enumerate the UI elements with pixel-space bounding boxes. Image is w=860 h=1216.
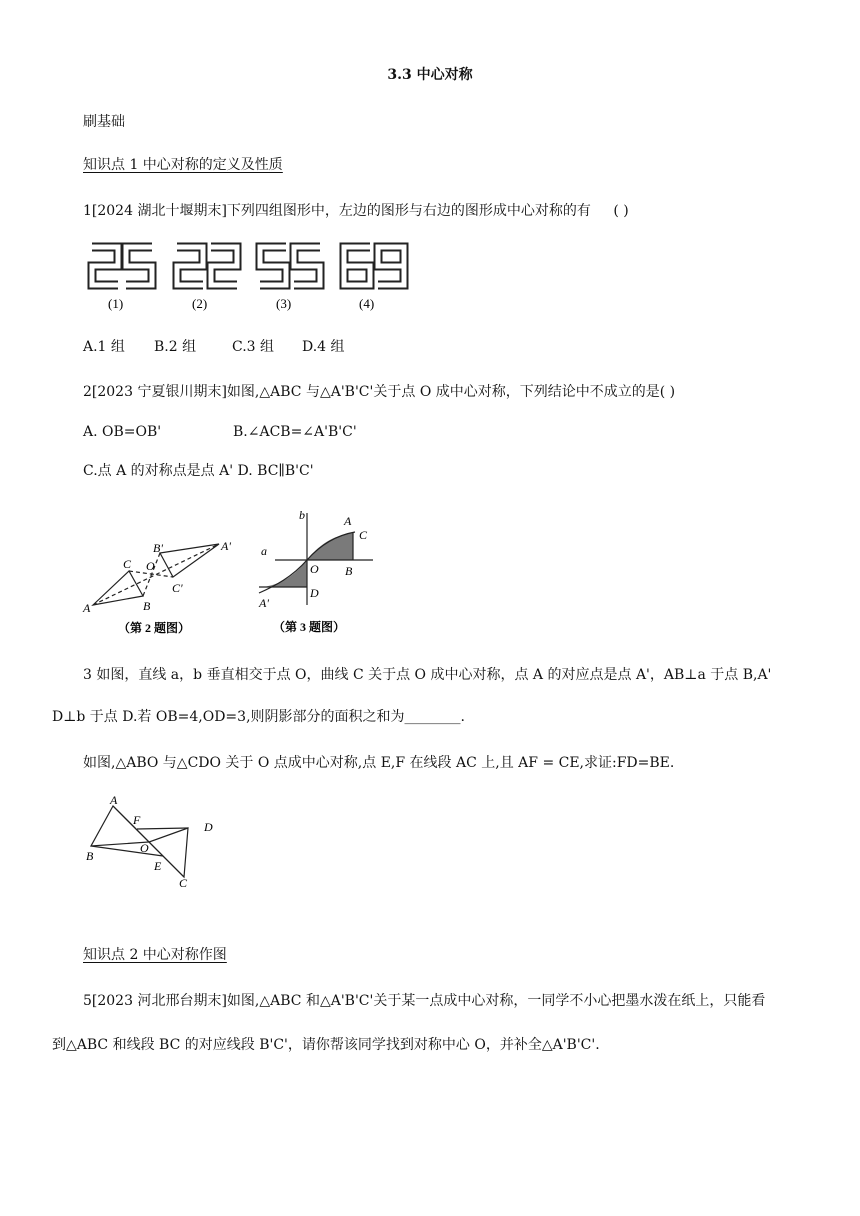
- point-d: D: [310, 586, 319, 600]
- figure-1-pair-25: [92, 247, 152, 285]
- figure-4-label: (4): [359, 296, 375, 311]
- question-2-figure: [80, 530, 240, 642]
- option-d: D.4 组: [302, 339, 345, 355]
- figure-3-pair-55: [260, 247, 320, 285]
- point-a: A: [83, 601, 91, 615]
- point-f: F: [133, 813, 141, 827]
- option-b: B.2 组: [154, 339, 197, 355]
- point-a-prime: A': [221, 539, 231, 553]
- question-5-line-1: 5[2023 河北邢台期末]如图,△ABC 和△A'B'C'关于某一点成中心对称，一同学不小心把墨水泼在纸上，只能看: [83, 993, 766, 1009]
- point-a-prime: A': [259, 596, 269, 610]
- question-3-line-1: 3 如图，直线 a，b 垂直相交于点 O，曲线 C 关于点 O 成中心对称，点 A 的对应点是点 A'，AB⊥a 于点 B,A': [83, 667, 772, 683]
- question-4-figure: [78, 794, 228, 890]
- figure-3-label: (3): [276, 296, 292, 311]
- page-title: 3.3 中心对称: [387, 67, 473, 83]
- point-b: B: [345, 564, 353, 578]
- point-o: O: [140, 841, 149, 855]
- point-a: A: [110, 794, 118, 807]
- point-b: B: [143, 599, 151, 613]
- question-2-option-cd: C.点 A 的对称点是点 A' D. BC∥B'C': [83, 463, 314, 479]
- curve-c-label: C: [359, 528, 368, 542]
- point-b-prime: B': [153, 541, 163, 555]
- question-4-stem: 如图,△ABO 与△CDO 关于 O 点成中心对称,点 E,F 在线段 AC 上,且 AF = CE,求证:FD=BE.: [83, 755, 675, 771]
- point-c: C: [179, 876, 188, 890]
- line-a-label: a: [261, 544, 267, 558]
- question-3-line-2: [52, 708, 465, 726]
- option-a: A.1 组: [83, 339, 125, 355]
- point-e: E: [154, 859, 162, 873]
- point-d: D: [204, 820, 213, 834]
- question-1-text: 1[2024 湖北十堰期末]下列四组图形中，左边的图形与右边的图形成中心对称的有: [83, 203, 591, 219]
- point-c: C: [123, 557, 132, 571]
- question-1-stem: [83, 202, 629, 220]
- option-c: C.3 组: [232, 339, 275, 355]
- answer-paren: ( ): [613, 203, 629, 219]
- question-2-option-a: A. OB=OB': [83, 424, 162, 440]
- point-o: O: [146, 559, 155, 573]
- figure-2-label: (2): [192, 296, 208, 311]
- question-5-line-2: 到△ABC 和线段 BC 的对应线段 B'C'，请你帮该同学找到对称中心 O，并补全△A'B'C'.: [52, 1037, 600, 1053]
- question-3-text: D⊥b 于点 D.若 OB=4,OD=3,则阴影部分的面积之和为: [52, 709, 405, 725]
- section-heading: 刷基础: [83, 114, 125, 130]
- knowledge-point-1-heading: 知识点 1 中心对称的定义及性质: [83, 157, 283, 173]
- point-b: B: [86, 849, 94, 863]
- question-3-figure: [255, 505, 385, 640]
- knowledge-point-2-heading: 知识点 2 中心对称作图: [83, 947, 227, 963]
- figure-1-label: (1): [108, 296, 124, 311]
- question-2-stem: 2[2023 宁夏银川期末]如图,△ABC 与△A'B'C'关于点 O 成中心对称，下列结论中不成立的是( ): [83, 384, 676, 400]
- question-1-figure: [80, 236, 410, 314]
- point-c-prime: C': [172, 581, 183, 595]
- question-2-option-b: B.∠ACB=∠A'B'C': [233, 424, 357, 440]
- figure-3-caption: （第 3 题图）: [273, 620, 346, 634]
- point-a: A: [344, 514, 352, 528]
- figure-2-caption: （第 2 题图）: [118, 621, 191, 635]
- line-b-label: b: [299, 508, 305, 522]
- figure-2-pair-22: [177, 247, 237, 285]
- answer-blank: ________: [404, 709, 461, 725]
- point-o: O: [310, 562, 319, 576]
- figure-4-pair-69: [344, 247, 404, 285]
- question-3-end: .: [460, 709, 465, 725]
